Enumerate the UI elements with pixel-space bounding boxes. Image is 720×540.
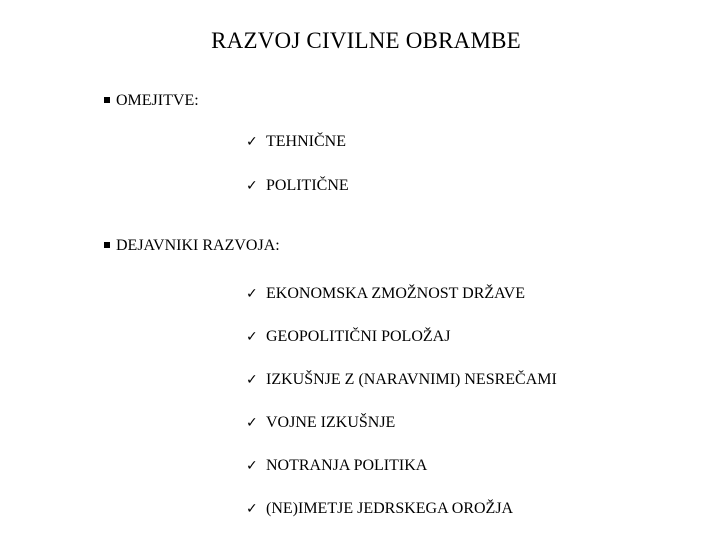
list-item-label: VOJNE IZKUŠNJE [266,414,396,431]
list-item [246,328,450,346]
checkmark-icon: ✓ [246,501,258,517]
section-label: DEJAVNIKI RAZVOJA: [116,237,280,254]
section-dejavniki-razvoja [104,237,280,255]
checkmark-icon: ✓ [246,458,258,474]
list-item-label: TEHNIČNE [266,133,346,150]
list-item [246,457,427,475]
section-omejitve [104,92,199,110]
list-item [246,177,349,195]
list-item-label: EKONOMSKA ZMOŽNOST DRŽAVE [266,285,525,302]
list-item [246,371,557,389]
slide-title: RAZVOJ CIVILNE OBRAMBE [211,28,521,53]
checkmark-icon: ✓ [246,178,258,194]
list-item [246,133,346,151]
list-item [246,500,513,518]
list-item-label: GEOPOLITIČNI POLOŽAJ [266,328,451,345]
list-item [246,285,525,303]
section-label: OMEJITVE: [116,92,199,109]
list-item-label: POLITIČNE [266,177,349,194]
list-item-label: NOTRANJA POLITIKA [266,457,428,474]
list-item-label: IZKUŠNJE Z (NARAVNIMI) NESREČAMI [266,371,557,388]
square-bullet-icon [104,97,110,103]
checkmark-icon: ✓ [246,372,258,388]
checkmark-icon: ✓ [246,286,258,302]
list-item [246,414,395,432]
checkmark-icon: ✓ [246,134,258,150]
list-item-label: (NE)IMETJE JEDRSKEGA OROŽJA [266,500,514,517]
checkmark-icon: ✓ [246,329,258,345]
square-bullet-icon [104,242,110,248]
checkmark-icon: ✓ [246,415,258,431]
